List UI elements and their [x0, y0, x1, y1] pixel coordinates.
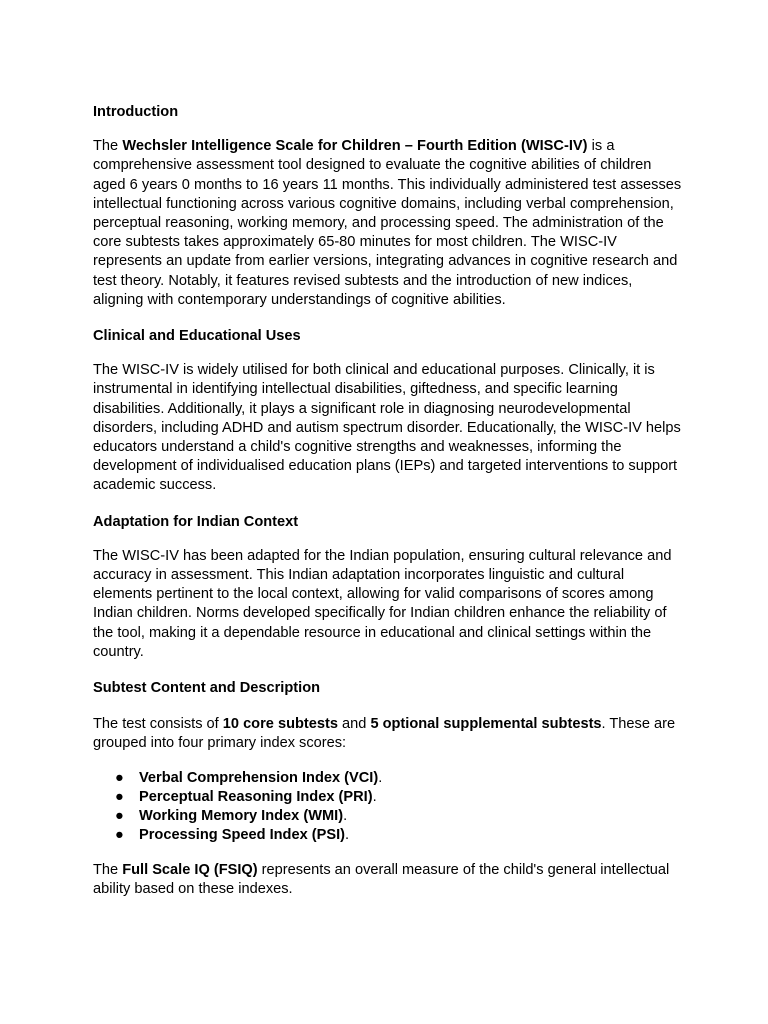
document-body [93, 103, 683, 899]
clinical-heading: Clinical and Educational Uses [93, 328, 301, 345]
bullet-icon: ● [115, 827, 124, 844]
fsiq-paragraph [93, 861, 683, 899]
index-period: . [372, 788, 377, 805]
intro-paragraph [93, 137, 683, 310]
core-subtests: 10 core subtests [222, 716, 338, 733]
adaptation-heading: Adaptation for Indian Context [93, 513, 299, 530]
list-item [93, 769, 683, 788]
intro-heading: Introduction [93, 104, 179, 120]
intro-prefix: The [93, 138, 123, 155]
index-list [93, 769, 683, 846]
bullet-icon: ● [115, 769, 124, 786]
adaptation-paragraph: The WISC-IV has been adapted for the Indian population, ensuring cultural relevance and accuracy in assessment. This Indian adaptation incorporates linguistic and cultural elements pertinent to the local context, allowing for valid comparisons of scores among Indian children. Norms developed specifically for Indian children enhance the reliability of the tool, making it a dependable resource in educational and clinical settings within the country. [93, 547, 672, 660]
fsiq-rest: represents an overall measure of the child's general intellectual ability based on these indexes. [93, 861, 670, 897]
bullet-icon: ● [115, 808, 124, 825]
intro-rest: is a comprehensive assessment tool designed to evaluate the cognitive abilities of children aged 6 years 0 months to 16 years 11 months. This individually administered test assesses intellectual functioning across various cognitive domains, including verbal comprehension, perceptual reasoning, working memory, and processing speed. The administration of the core subtests takes approximately 65-80 minutes for most children. The WISC-IV represents an update from earlier versions, integrating advances in cognitive research and test theory. Notably, it features revised subtests and the introduction of new indices, aligning with contemporary understandings of cognitive abilities. [93, 138, 682, 308]
subtest-mid: and [337, 716, 371, 733]
index-wmi: Working Memory Index (WMI) [139, 808, 344, 825]
subtest-end: . These are grouped into four primary index scores: [93, 716, 676, 752]
wisc-title: Wechsler Intelligence Scale for Children – Fourth Edition (WISC-IV) [122, 138, 588, 155]
bullet-icon: ● [115, 788, 124, 805]
fsiq-prefix: The [93, 861, 123, 878]
list-item [93, 826, 683, 845]
index-pri: Perceptual Reasoning Index (PRI) [139, 788, 373, 805]
index-vci: Verbal Comprehension Index (VCI) [139, 769, 379, 786]
index-period: . [378, 769, 383, 786]
index-psi: Processing Speed Index (PSI) [139, 827, 345, 844]
index-period: . [343, 808, 348, 825]
supplemental-subtests: 5 optional supplemental subtests [370, 716, 602, 733]
subtest-prefix: The test consists of [93, 716, 223, 733]
list-item [93, 807, 683, 826]
clinical-paragraph: The WISC-IV is widely utilised for both clinical and educational purposes. Clinically, it is instrumental in identifying intellectual disabilities, giftedness, and specific learning disabilities. Additionally, it plays a significant role in diagnosing neurodevelopmental disorders, including ADHD and autism spectrum disorder. Educationally, the WISC-IV helps educators understand a child's cognitive strengths and weaknesses, informing the development of individualised education plans (IEPs) and targeted interventions to support academic success. [93, 362, 681, 494]
fsiq-term: Full Scale IQ (FSIQ) [122, 861, 258, 878]
subtest-heading: Subtest Content and Description [93, 680, 321, 697]
index-period: . [345, 827, 350, 844]
subtest-paragraph [93, 715, 683, 753]
list-item [93, 788, 683, 807]
